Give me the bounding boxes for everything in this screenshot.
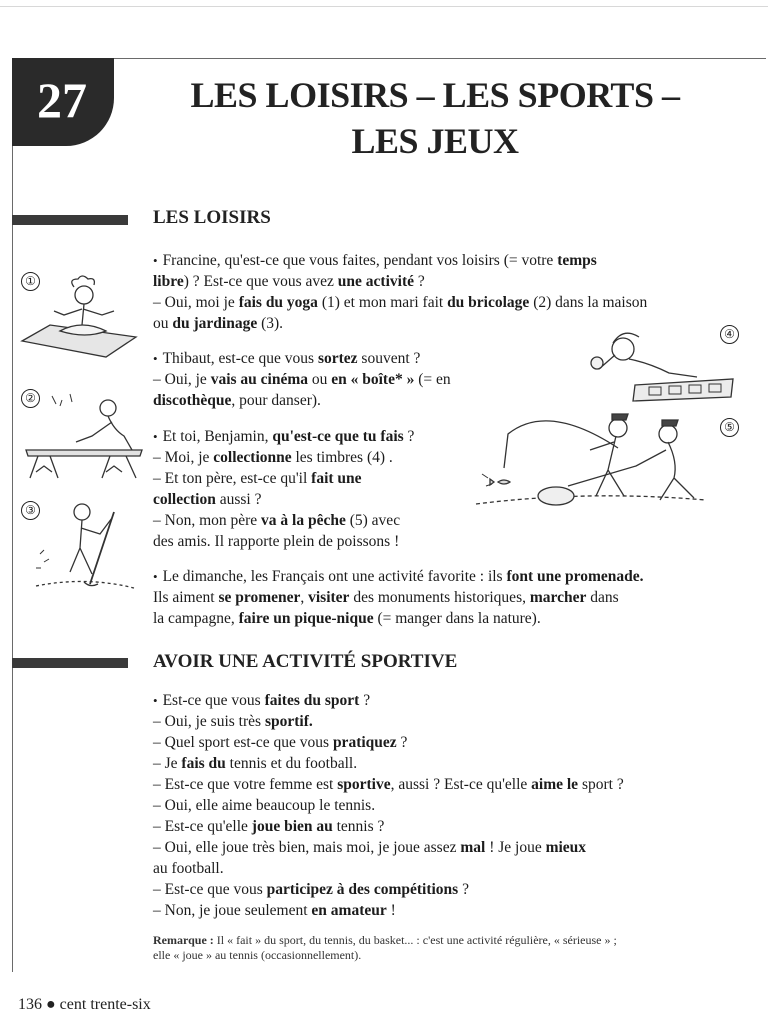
text-segment: la campagne, <box>153 610 239 627</box>
text-segment: Thibaut, est-ce que vous <box>162 350 318 367</box>
text-segment: temps <box>557 252 597 269</box>
text-segment: joue bien au <box>251 818 333 835</box>
text-segment: mieux <box>545 839 587 856</box>
text-segment: les timbres (4) . <box>291 449 393 466</box>
bullet-icon: • <box>153 429 158 444</box>
sport-text-line <box>153 690 370 711</box>
text-segment: font une promenade. <box>506 568 644 585</box>
text-segment: va à la pêche <box>261 512 346 529</box>
sport-text-line <box>153 711 313 732</box>
text-segment: – Je <box>153 755 182 772</box>
text-segment: ? <box>458 881 469 898</box>
text-segment: collectionne <box>213 449 292 466</box>
text-segment: ? <box>396 734 408 751</box>
remark-line-2: elle « joue » au tennis (occasionnellement). <box>153 948 362 962</box>
figure-number-4: ④ <box>720 325 739 344</box>
figure-number-2: ② <box>21 389 40 408</box>
text-segment: – Et ton père, est-ce qu'il <box>153 470 312 487</box>
text-segment: du jardinage <box>172 315 258 332</box>
text-segment: (3). <box>257 315 284 332</box>
remark-text-1: Il « fait » du sport, du tennis, du basket... : c'est une activité régulière, « sérieuse » ; <box>213 933 617 947</box>
text-segment: – Non, je joue seulement <box>153 902 312 919</box>
chapter-title-line-2: LES JEUX <box>351 121 519 161</box>
text-segment: (= en <box>414 371 451 388</box>
text-segment: Ils aiment <box>153 589 219 606</box>
text-segment: visiter <box>308 589 350 606</box>
text-segment: tennis ? <box>332 818 385 835</box>
bullet-icon: • <box>153 351 158 366</box>
loisirs-text-line <box>153 531 399 552</box>
text-segment: en amateur <box>311 902 387 919</box>
text-segment: dans <box>586 589 619 606</box>
text-segment: – Oui, je suis très <box>153 713 265 730</box>
section-bar-sport <box>12 658 128 668</box>
loisirs-text-line <box>153 250 597 271</box>
sport-text-line <box>153 879 469 900</box>
text-segment: – Oui, elle joue très bien, mais moi, je joue assez <box>153 839 461 856</box>
bullet-icon: • <box>153 693 158 708</box>
text-segment: faire un pique-nique <box>238 610 374 627</box>
sport-text-line <box>153 774 624 795</box>
text-segment: participez à des compétitions <box>266 881 459 898</box>
text-segment: pratiquez <box>332 734 397 751</box>
loisirs-text-line <box>153 587 619 608</box>
text-segment: du bricolage <box>447 294 530 311</box>
sport-text-line <box>153 732 407 753</box>
text-segment: en « boîte* » <box>331 371 415 388</box>
text-segment: au football. <box>153 860 224 877</box>
loisirs-text-line <box>153 447 393 468</box>
chapter-title-line-1: LES LOISIRS – LES SPORTS – <box>190 75 680 115</box>
text-segment: , pour danser). <box>231 392 321 409</box>
sport-text-line <box>153 837 586 858</box>
text-segment: sortez <box>317 350 358 367</box>
text-segment: – Non, mon père <box>153 512 262 529</box>
text-segment: tennis et du football. <box>225 755 358 772</box>
text-segment: ? <box>359 692 371 709</box>
text-segment: libre <box>153 273 184 290</box>
text-segment: Est-ce que vous <box>162 692 265 709</box>
text-segment: ou <box>153 315 173 332</box>
text-segment: ? <box>414 273 425 290</box>
footer-bullet: ● <box>46 996 56 1013</box>
loisirs-text-line <box>153 271 425 292</box>
text-segment: ! <box>386 902 396 919</box>
text-segment: – Quel sport est-ce que vous <box>153 734 333 751</box>
text-segment: des amis. Il rapporte plein de poissons ! <box>153 533 400 550</box>
text-segment: marcher <box>529 589 587 606</box>
loisirs-text-line <box>153 369 451 390</box>
text-segment: souvent ? <box>357 350 421 367</box>
section-bar-loisirs <box>12 215 128 225</box>
text-segment: , aussi ? Est-ce qu'elle <box>390 776 532 793</box>
text-segment: – Oui, je <box>153 371 211 388</box>
bullet-icon: • <box>153 253 158 268</box>
fishing-illustration <box>468 408 718 520</box>
loisirs-text-line <box>153 566 644 587</box>
sport-text-line <box>153 900 396 921</box>
sport-text-line <box>153 858 224 879</box>
text-segment: sport ? <box>578 776 624 793</box>
page-footer <box>18 996 151 1014</box>
figure-number-5: ⑤ <box>720 418 739 437</box>
text-segment: – Oui, moi je <box>153 294 239 311</box>
page-top-rule <box>0 6 768 7</box>
text-segment: aussi ? <box>215 491 262 508</box>
sport-text-line <box>153 795 375 816</box>
loisirs-text-line <box>153 468 362 489</box>
text-segment: Et toi, Benjamin, <box>162 428 273 445</box>
text-segment: – Est-ce que votre femme est <box>153 776 338 793</box>
text-segment: ? <box>403 428 415 445</box>
stamp-collecting-illustration <box>585 325 737 407</box>
text-segment: ! Je joue <box>485 839 546 856</box>
text-segment: fais du <box>181 755 226 772</box>
text-segment: Francine, qu'est-ce que vous faites, pendant vos loisirs (= votre <box>162 252 558 269</box>
loisirs-text-line <box>153 608 541 629</box>
chapter-title <box>150 72 720 164</box>
section-heading-loisirs: LES LOISIRS <box>153 207 271 228</box>
remark-line-1 <box>153 932 617 948</box>
text-segment: mal <box>460 839 486 856</box>
figure-number-3: ③ <box>21 501 40 520</box>
page-number: 136 <box>18 996 42 1013</box>
sport-text-line <box>153 753 357 774</box>
text-segment: collection <box>153 491 216 508</box>
text-segment: – Est-ce qu'elle <box>153 818 252 835</box>
diy-illustration <box>22 392 150 484</box>
yoga-illustration <box>20 275 140 360</box>
figure-number-1: ① <box>21 272 40 291</box>
text-segment: se promener <box>218 589 301 606</box>
section-heading-sport: AVOIR UNE ACTIVITÉ SPORTIVE <box>153 651 458 672</box>
text-segment: (2) dans la maison <box>529 294 648 311</box>
sport-text-line <box>153 816 384 837</box>
text-segment: (5) avec <box>345 512 401 529</box>
loisirs-text-line <box>153 313 283 334</box>
page-number-words: cent trente-six <box>59 996 151 1013</box>
text-segment: discothèque <box>153 392 232 409</box>
text-segment: aime le <box>531 776 579 793</box>
text-segment: (= manger dans la nature). <box>373 610 541 627</box>
text-segment: – Oui, elle aime beaucoup le tennis. <box>153 797 376 814</box>
text-segment: vais au cinéma <box>210 371 308 388</box>
text-segment: sportive <box>337 776 391 793</box>
text-segment: ) ? Est-ce que vous avez <box>183 273 338 290</box>
text-segment: faites du sport <box>264 692 360 709</box>
loisirs-text-line <box>153 292 647 313</box>
loisirs-text-line <box>153 426 414 447</box>
text-segment: sportif. <box>264 713 313 730</box>
gardening-illustration <box>30 498 140 594</box>
chapter-number: 27 <box>37 72 87 128</box>
remark-label: Remarque : <box>153 933 214 947</box>
text-segment: , <box>300 589 309 606</box>
text-segment: une activité <box>337 273 414 290</box>
loisirs-text-line <box>153 510 400 531</box>
loisirs-text-line <box>153 390 321 411</box>
text-segment: qu'est-ce que tu fais <box>272 428 404 445</box>
loisirs-text-line <box>153 489 261 510</box>
text-segment: fais du yoga <box>238 294 318 311</box>
text-segment: (1) et mon mari fait <box>317 294 448 311</box>
text-segment: fait une <box>311 470 362 487</box>
text-segment: – Moi, je <box>153 449 214 466</box>
text-segment: des monuments historiques, <box>349 589 530 606</box>
loisirs-text-line <box>153 348 420 369</box>
text-segment: – Est-ce que vous <box>153 881 267 898</box>
text-segment: Le dimanche, les Français ont une activité favorite : ils <box>162 568 507 585</box>
text-segment: ou <box>308 371 332 388</box>
bullet-icon: • <box>153 569 158 584</box>
